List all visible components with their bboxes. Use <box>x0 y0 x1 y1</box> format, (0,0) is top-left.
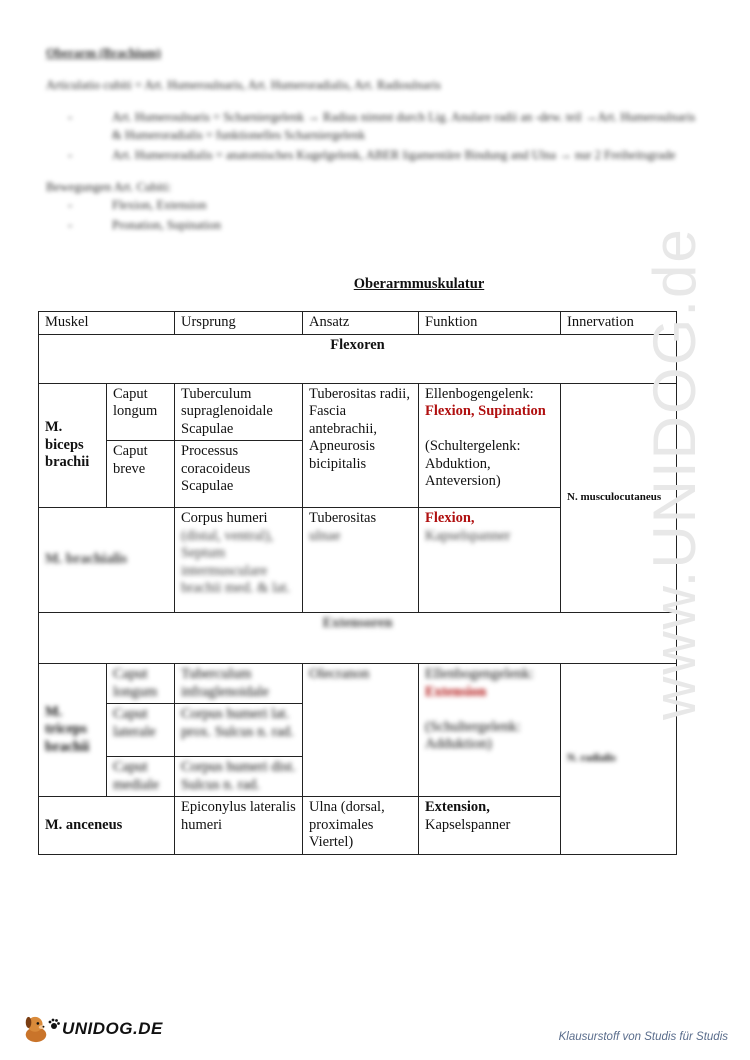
function-anconeus-rest: Kapselspanner <box>425 816 511 833</box>
function-biceps-prefix: Ellenbogengelenk: <box>425 385 534 402</box>
origin-triceps-mediale: Corpus humeri dist. Sulcus n. rad. <box>175 757 303 797</box>
origin-brachialis-rest: (distal, ventral), Septum intermusculare brachii med. & lat. <box>181 527 291 596</box>
function-biceps-red: Flexion, Supination <box>425 403 546 419</box>
insertion-triceps: Olecranon <box>303 664 419 797</box>
function-triceps-red: Extension <box>425 683 487 700</box>
unidog-logo <box>22 1014 163 1044</box>
head-triceps-longum: Caput longum <box>107 664 175 704</box>
origin-anconeus: Epiconylus lateralis humeri <box>175 797 303 855</box>
innervation-extensors: N. radialis <box>561 664 677 855</box>
function-brachialis-red: Flexion, <box>425 510 475 526</box>
footer-tagline: Klausurstoff von Studis für Studis <box>558 1031 728 1043</box>
logo-text: UNIDOG.DE <box>62 1019 163 1038</box>
dog-mascot-icon <box>22 1014 50 1044</box>
head-caput-longum: Caput longum <box>107 383 175 441</box>
muscle-name-brachialis-text: M. brachialis <box>45 551 128 568</box>
origin-caput-longum: Tuberculum supraglenoidale Scapulae <box>175 383 303 441</box>
table-row <box>39 664 677 704</box>
header-funktion: Funktion <box>419 312 561 335</box>
insertion-brachialis-visible: Tuberositas <box>309 510 377 526</box>
origin-caput-breve: Processus coracoideus Scapulae <box>175 441 303 508</box>
origin-triceps-laterale: Corpus humeri lat. prox. Sulcus n. rad. <box>175 704 303 757</box>
movement-item: - Flexion, Extension <box>46 196 706 214</box>
section-label-extensors-text: Extensoren <box>322 615 393 631</box>
table-title: Oberarmmuskulatur <box>353 276 485 292</box>
function-triceps <box>419 664 561 797</box>
insertion-anconeus: Ulna (dorsal, proximales Viertel) <box>303 797 419 855</box>
function-biceps <box>419 383 561 508</box>
muscle-table <box>38 311 677 855</box>
origin-brachialis-visible: Corpus humeri <box>181 510 268 526</box>
insertion-biceps: Tuberositas radii, Fascia antebrachii, Apneurosis bicipitalis <box>303 383 419 508</box>
function-triceps-suffix: (Schultergelenk: Adduktion) <box>425 718 521 752</box>
muscle-name-anconeus: M. anceneus <box>39 797 175 855</box>
section-label-flexors: Flexoren <box>39 334 677 383</box>
intro-heading: Oberarm (Brachium) <box>46 46 161 60</box>
section-row-extensors <box>39 613 677 664</box>
intro-section <box>46 44 706 236</box>
muscle-name-triceps: M. triceps brachii <box>39 664 107 797</box>
innervation-flexors: N. musculocutaneus <box>561 383 677 613</box>
intro-line: Articulatio cubiti = Art. Humeroulnaris, Art. Humeroradialis, Art. Radioulnaris <box>46 78 441 92</box>
function-brachialis-rest: Kapselspanner <box>425 527 511 544</box>
movements-list <box>46 196 706 234</box>
function-anconeus-bold: Extension, <box>425 799 490 815</box>
muscle-name-brachialis <box>39 508 175 613</box>
table-row <box>39 383 677 441</box>
table-header-row <box>39 312 677 335</box>
head-triceps-laterale: Caput laterale <box>107 704 175 757</box>
intro-bullet-list <box>46 108 706 164</box>
insertion-brachialis-rest: ulnae <box>309 527 341 544</box>
function-triceps-prefix: Ellenbogengelenk: <box>425 666 534 682</box>
muscle-name-biceps: M. biceps brachii <box>39 383 107 508</box>
intro-bullet: - Art. Humeroulnaris = Scharniergelenk → Radius nimmt durch Lig. Anulare radii an -dew. teil →Art. Humeroulnaris & Humeroradialis = funktionelles Scharniergelenk <box>46 108 706 144</box>
header-innervation: Innervation <box>561 312 677 335</box>
movement-item: - Pronation, Supination <box>46 216 706 234</box>
function-anconeus <box>419 797 561 855</box>
header-muskel: Muskel <box>39 312 175 335</box>
head-caput-breve: Caput breve <box>107 441 175 508</box>
intro-bullet: - Art. Humeroradialis = anatomisches Kugelgelenk, ABER ligamentäre Bindung and Ulna → nur 2 Freiheitsgrade <box>46 146 706 164</box>
movements-heading: Bewegungen Art. Cubiti: <box>46 180 172 194</box>
section-label-extensors <box>39 613 677 664</box>
header-ansatz: Ansatz <box>303 312 419 335</box>
origin-triceps-longum: Tuberculum infraglenoidale <box>175 664 303 704</box>
origin-brachialis <box>175 508 303 613</box>
head-triceps-mediale: Caput mediale <box>107 757 175 797</box>
watermark-text: www.UNIDOG.de <box>641 227 708 720</box>
function-brachialis <box>419 508 561 613</box>
header-ursprung: Ursprung <box>175 312 303 335</box>
section-row-flexors <box>39 334 677 383</box>
function-biceps-suffix: (Schultergelenk: Abduktion, Anteversion) <box>425 438 521 489</box>
insertion-brachialis <box>303 508 419 613</box>
